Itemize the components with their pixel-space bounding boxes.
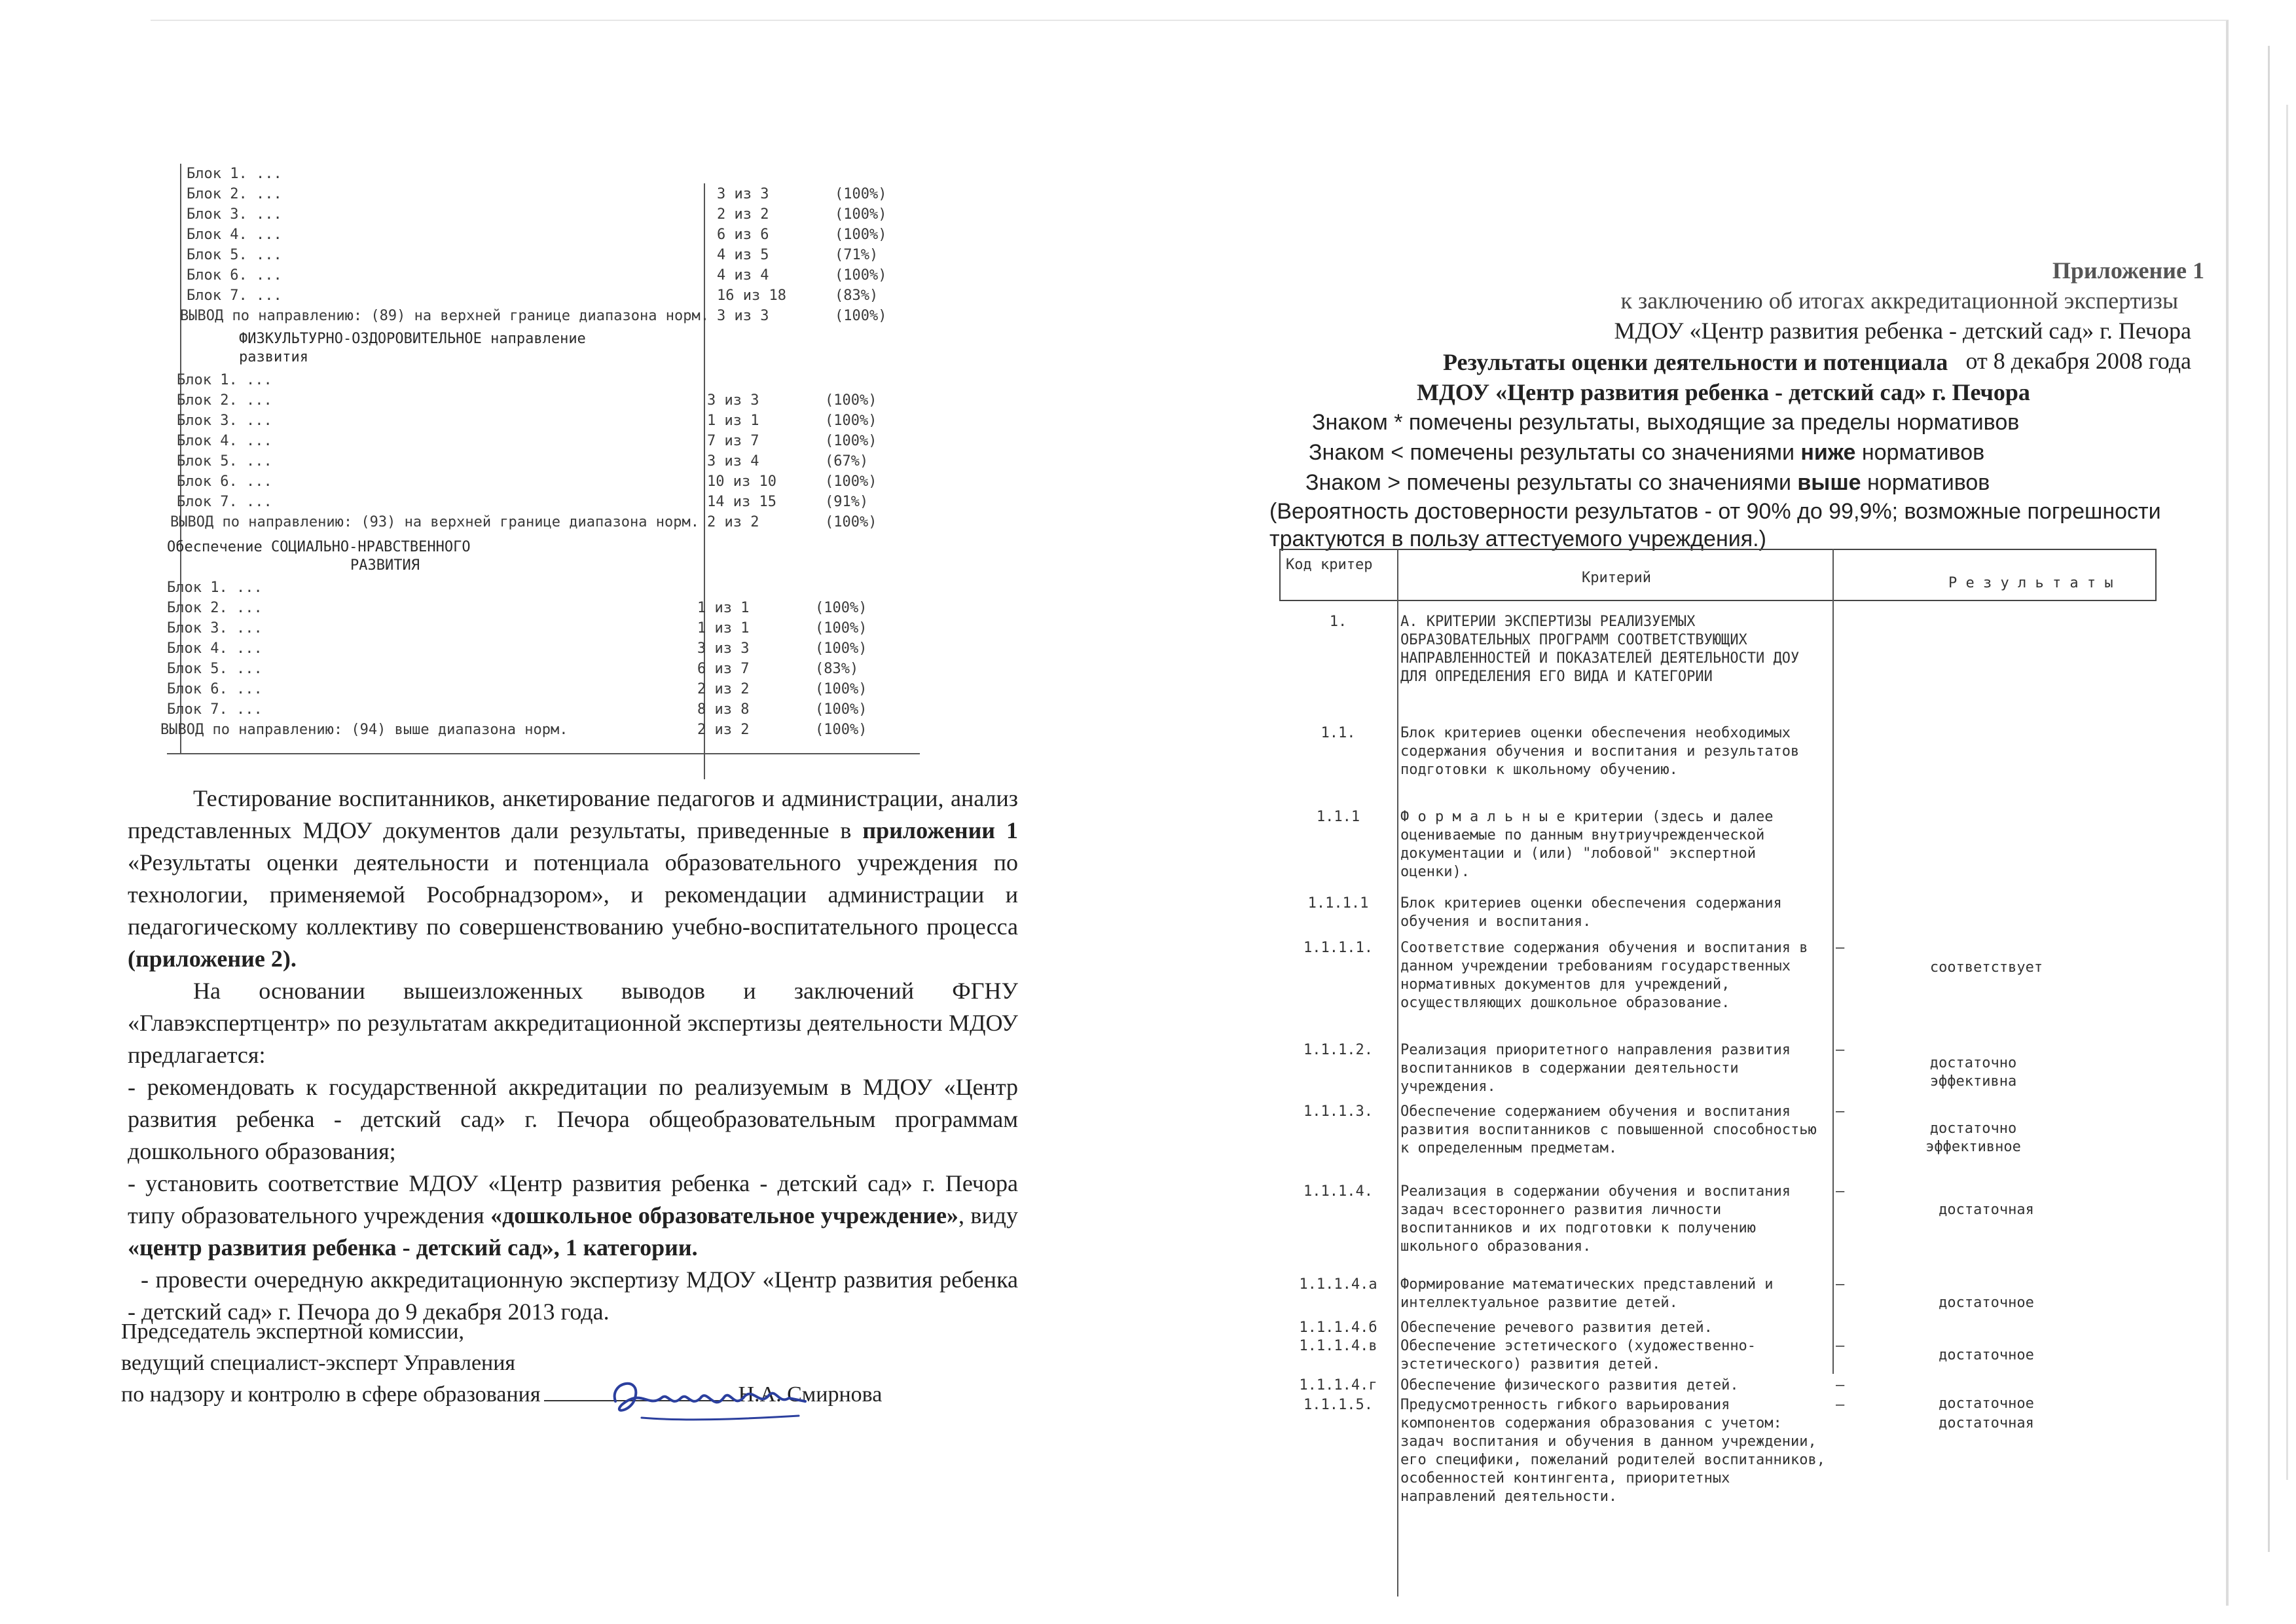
block-row	[167, 245, 920, 265]
row-criterion: Обеспечение эстетического (художественно-эстетического) развития детей.	[1400, 1338, 1757, 1373]
block-count: 1 из 1	[707, 413, 759, 429]
handwritten-signature	[602, 1362, 812, 1434]
direction-conclusion: ВЫВОД по направлению: (93) на верхней границе диапазона норм.	[170, 514, 699, 530]
block-pct: (67%)	[825, 453, 869, 470]
block-label: Блок 6. ...	[167, 681, 263, 697]
row-code: 1.	[1329, 614, 1347, 630]
col-criterion-header: Критерий	[1582, 570, 1651, 586]
row-dash: –	[1836, 1338, 1845, 1354]
block-label: Блок 2. ...	[177, 392, 272, 409]
block-label: Блок 6. ...	[177, 473, 272, 490]
annex-subtitle-2: МДОУ «Центр развития ребенка - детский сад» г. Печора	[1614, 318, 2191, 344]
block-row	[157, 492, 910, 512]
direction-conclusion: ВЫВОД по направлению: (94) выше диапазона норм.	[160, 722, 568, 738]
direction-title: ФИЗКУЛЬТУРНО-ОЗДОРОВИТЕЛЬНОЕ направление	[239, 331, 586, 347]
block-row	[167, 164, 920, 184]
row-criterion: Реализация в содержании обучения и воспитания задач всестороннего развития личности воспитанников и их подготовки к получению школьного образования.	[1400, 1183, 1791, 1255]
row-dash: –	[1836, 940, 1845, 956]
paragraph-bold: (приложение 2).	[128, 946, 297, 972]
results-heading-2: МДОУ «Центр развития ребенка - детский сад» г. Печора	[1417, 379, 2030, 405]
block-label: Блок 4. ...	[187, 227, 282, 243]
annex-title: Приложение 1	[2052, 257, 2204, 284]
block-count: 2 из 2	[697, 681, 750, 697]
legend-text: Знаком < помечены результаты со значениями	[1309, 440, 1801, 465]
block-pct: (71%)	[835, 247, 879, 263]
block-label: Блок 5. ...	[177, 453, 272, 470]
row-result: достаточное	[1939, 1347, 2034, 1363]
block-row	[147, 659, 900, 679]
block-pct: (100%)	[815, 722, 867, 738]
col-divider-1	[1397, 549, 1398, 1596]
block-count: 14 из 15	[707, 494, 776, 510]
row-result: достаточная	[1939, 1415, 2034, 1431]
legend-bold: ниже	[1800, 440, 1856, 465]
row-criterion: Обеспечение физического развития детей.	[1400, 1377, 1739, 1393]
block-count: 1 из 1	[697, 620, 750, 637]
row-dash: –	[1836, 1103, 1845, 1120]
block-count: 4 из 4	[717, 267, 769, 284]
block-count: 3 из 4	[707, 453, 759, 470]
block-pct: (91%)	[825, 494, 869, 510]
row-criterion: Соответствие содержания обучения и воспитания в данном учреждении требованиям государственных нормативных документов для учреждений, осуществляющих дошкольное образование.	[1400, 940, 1808, 1011]
col-code-header: Код критер	[1286, 557, 1373, 573]
row-result: достаточная	[1939, 1202, 2034, 1218]
block-row	[157, 370, 910, 390]
block-label: Блок 5. ...	[187, 247, 282, 263]
block-label: Блок 1. ...	[167, 580, 263, 596]
block-row	[167, 265, 920, 286]
block-count: 2 из 2	[707, 514, 759, 530]
block-pct: (100%)	[825, 473, 877, 490]
block-count: 3 из 3	[717, 308, 769, 324]
block-pct: (100%)	[815, 681, 867, 697]
paragraph-next-exam: - провести очередную аккредитационную экспертизу МДОУ «Центр развития ребенка - детский сад» г. Печора до 9 декабря 2013 года.	[128, 1266, 1018, 1325]
row-criterion: Блок критериев оценки обеспечения необходимых содержания обучения и воспитания и результатов подготовки к школьному обучению.	[1400, 725, 1800, 778]
row-code: 1.1.1.4.	[1303, 1183, 1373, 1200]
block-pct: (100%)	[835, 206, 887, 223]
block-row	[147, 638, 900, 659]
block-row	[167, 184, 920, 204]
table-bottom-rule	[167, 753, 920, 754]
block-label: Блок 1. ...	[187, 166, 282, 182]
row-dash: –	[1836, 1276, 1845, 1293]
row-criterion: Обеспечение содержанием обучения и воспитания развития воспитанников с повышенной способностью к определенным предметам.	[1400, 1103, 1817, 1156]
block-label: Блок 7. ...	[167, 701, 263, 718]
signer-title-2: ведущий специалист-эксперт Управления	[121, 1351, 516, 1375]
block-pct: (83%)	[815, 661, 859, 677]
row-code: 1.1.	[1321, 725, 1356, 741]
block-label: Блок 3. ...	[177, 413, 272, 429]
block-label: Блок 1. ...	[177, 372, 272, 388]
block-pct: (100%)	[825, 514, 877, 530]
block-count: 7 из 7	[707, 433, 759, 449]
signer-name: Н.А. Смирнова	[738, 1382, 883, 1407]
annex-date: от 8 декабря 2008 года	[1965, 348, 2191, 374]
block-pct: (100%)	[815, 600, 867, 616]
block-pct: (100%)	[815, 701, 867, 718]
block-row	[147, 598, 900, 618]
paragraph-basis: На основании вышеизложенных выводов и заключений ФГНУ «Главэкспертцентр» по результатам аккредитационной экспертизы деятельности МДОУ предлагается:	[128, 978, 1018, 1068]
row-code: 1.1.1	[1316, 809, 1360, 825]
row-criterion: Формирование математических представлений и интеллектуальное развитие детей.	[1400, 1276, 1774, 1311]
paragraph-bold: «дошкольное образовательное учреждение»	[490, 1202, 958, 1228]
block-row	[167, 286, 920, 306]
block-count: 6 из 6	[717, 227, 769, 243]
block-pct: (100%)	[835, 308, 887, 324]
row-code: 1.1.1.2.	[1303, 1042, 1373, 1058]
direction-title: развития	[239, 349, 308, 365]
block-pct: (100%)	[825, 413, 877, 429]
row-dash: –	[1836, 1183, 1845, 1200]
block-row	[157, 431, 910, 451]
block-row	[157, 471, 910, 492]
block-pct: (83%)	[835, 287, 879, 304]
block-pct: (100%)	[835, 227, 887, 243]
paragraph-recommend: - рекомендовать к государственной аккредитации по реализуемым в МДОУ «Центр развития ребенка - детский сад» г. Печора общеобразовательным программам дошкольного образования;	[128, 1074, 1018, 1164]
block-count: 10 из 10	[707, 473, 776, 490]
block-pct: (100%)	[815, 640, 867, 657]
legend-bold: выше	[1797, 470, 1861, 495]
block-row	[167, 204, 920, 225]
block-count: 6 из 7	[697, 661, 750, 677]
row-criterion: Реализация приоритетного направления развития воспитанников в содержании деятельности учреждения.	[1400, 1042, 1791, 1095]
direction-title: Обеспечение СОЦИАЛЬНО-НРАВСТВЕННОГО	[167, 539, 471, 555]
col-results-header: Р е з у л ь т а т ы	[1948, 575, 2113, 591]
legend-star: Знаком * помечены результаты, выходящие за пределы нормативов	[1312, 410, 2020, 435]
block-count: 3 из 3	[707, 392, 759, 409]
paragraph-text: «Результаты оценки деятельности и потенциала образовательного учреждения по технологии, применяемой Рособрнадзором», и рекомендации администрации и педагогическому коллективу по совершенствованию учебно-воспитательного процесса	[128, 849, 1018, 940]
direction-3-blocks	[147, 578, 900, 740]
block-count: 4 из 5	[717, 247, 769, 263]
block-label: Блок 6. ...	[187, 267, 282, 284]
block-label: Блок 3. ...	[167, 620, 263, 637]
row-criterion: Ф о р м а л ь н ы е критерии (здесь и далее оцениваемые по данным внутриучрежденческой документации и (или) "лобовой" экспертной оценки).	[1400, 809, 1774, 880]
block-label: Блок 7. ...	[187, 287, 282, 304]
block-pct: (100%)	[825, 392, 877, 409]
row-criterion: Блок критериев оценки обеспечения содержания обучения и воспитания.	[1400, 895, 1782, 930]
direction-2-blocks	[157, 370, 910, 532]
block-count: 3 из 3	[717, 186, 769, 202]
paragraph-establish	[128, 1168, 1018, 1264]
block-row	[147, 679, 900, 699]
block-row	[167, 306, 920, 326]
row-code: 1.1.1.4.б	[1299, 1320, 1377, 1336]
block-label: Блок 4. ...	[167, 640, 263, 657]
legend-above	[1305, 468, 1990, 498]
block-label: Блок 4. ...	[177, 433, 272, 449]
row-result: достаточное	[1939, 1395, 2034, 1412]
block-label: Блок 7. ...	[177, 494, 272, 510]
block-row	[167, 225, 920, 245]
block-pct: (100%)	[815, 620, 867, 637]
paragraph-text: , виду	[958, 1202, 1018, 1228]
row-code: 1.1.1.4.г	[1299, 1377, 1377, 1393]
criteria-table	[1279, 549, 2157, 1603]
right-page	[1148, 0, 2296, 1624]
block-row	[147, 618, 900, 638]
row-result: достаточно эффективное	[1925, 1120, 2021, 1155]
block-label: Блок 2. ...	[167, 600, 263, 616]
block-count: 3 из 3	[697, 640, 750, 657]
row-criterion: Предусмотренность гибкого варьирования компонентов содержания образования с учетом: задач воспитания и обучения в данном учреждении, его специфики, пожеланий родителей воспитанников, особенностей контингента, приоритетных направлений деятельности.	[1400, 1397, 1826, 1505]
block-row	[157, 451, 910, 471]
annex-subtitle-1: к заключению об итогах аккредитационной экспертизы	[1620, 287, 2178, 314]
block-count: 2 из 2	[697, 722, 750, 738]
row-code: 1.1.1.1	[1307, 895, 1369, 912]
block-label: Блок 5. ...	[167, 661, 263, 677]
block-row	[147, 699, 900, 720]
row-code: 1.1.1.5.	[1303, 1397, 1373, 1413]
block-count: 8 из 8	[697, 701, 750, 718]
legend-text: нормативов	[1861, 470, 1990, 495]
block-row	[147, 720, 900, 740]
block-pct: (100%)	[835, 267, 887, 284]
direction-1-blocks	[167, 164, 920, 326]
legend-text: нормативов	[1855, 440, 1985, 465]
block-count: 16 из 18	[717, 287, 786, 304]
paragraph-testing	[128, 783, 1018, 975]
row-result: достаточное	[1939, 1295, 2034, 1311]
block-row	[147, 578, 900, 598]
col-divider-2	[1832, 549, 1834, 1374]
legend-probability: (Вероятность достоверности результатов - от 90% до 99,9%; возможные погрешности трактуются в пользу аттестуемого учреждения.)	[1269, 499, 2161, 551]
row-code: 1.1.1.1.	[1303, 940, 1373, 956]
results-heading-1: Результаты оценки деятельности и потенциала	[1443, 349, 1948, 375]
direction-title: РАЗВИТИЯ	[350, 557, 420, 574]
legend-below	[1309, 437, 1984, 468]
block-label: Блок 3. ...	[187, 206, 282, 223]
block-count: 2 из 2	[717, 206, 769, 223]
paragraph-bold: приложении 1	[862, 817, 1019, 843]
block-label: Блок 2. ...	[187, 186, 282, 202]
row-code: 1.1.1.4.а	[1299, 1276, 1377, 1293]
block-pct: (100%)	[835, 186, 887, 202]
row-result: соответствует	[1929, 959, 2043, 976]
signer-title-3-text: по надзору и контролю в сфере образования	[121, 1382, 541, 1407]
paragraph-text: - установить соответствие МДОУ «Центр развития ребенка - детский сад» г. Печора типу образовательного учреждения	[128, 1170, 1018, 1228]
block-row	[157, 411, 910, 431]
block-count: 1 из 1	[697, 600, 750, 616]
row-dash: –	[1836, 1397, 1845, 1413]
row-code: 1.1.1.3.	[1303, 1103, 1373, 1120]
conclusion-text	[128, 783, 1018, 1328]
row-criterion: А. КРИТЕРИИ ЭКСПЕРТИЗЫ РЕАЛИЗУЕМЫХ ОБРАЗОВАТЕЛЬНЫХ ПРОГРАММ СООТВЕТСТВУЮЩИХ НАПРАВЛЕННОСТЕЙ И ПОКАЗАТЕЛЕЙ ДЕЯТЕЛЬНОСТИ ДОУ ДЛЯ ОПРЕДЕЛЕНИЯ ЕГО ВИДА И КАТЕГОРИИ	[1400, 614, 1800, 685]
block-pct: (100%)	[825, 433, 877, 449]
paragraph-bold: «центр развития ребенка - детский сад», 1 категории.	[128, 1234, 698, 1261]
row-dash: –	[1836, 1042, 1845, 1058]
row-code: 1.1.1.4.в	[1299, 1338, 1377, 1354]
block-row	[157, 512, 910, 532]
row-criterion: Обеспечение речевого развития детей.	[1400, 1320, 1713, 1336]
block-row	[157, 390, 910, 411]
table-header	[1279, 549, 2157, 601]
direction-conclusion: ВЫВОД по направлению: (89) на верхней границе диапазона норм.	[180, 308, 709, 324]
row-dash: –	[1836, 1377, 1845, 1393]
paragraph-text: Тестирование воспитанников, анкетирование педагогов и администрации, анализ представленных МДОУ документов дали результаты, приведенные в	[128, 785, 1018, 843]
row-result: достаточно эффективна	[1929, 1055, 2017, 1090]
signer-title-1: Председатель экспертной комиссии,	[121, 1320, 464, 1344]
legend-text: Знаком > помечены результаты со значениями	[1305, 470, 1798, 495]
